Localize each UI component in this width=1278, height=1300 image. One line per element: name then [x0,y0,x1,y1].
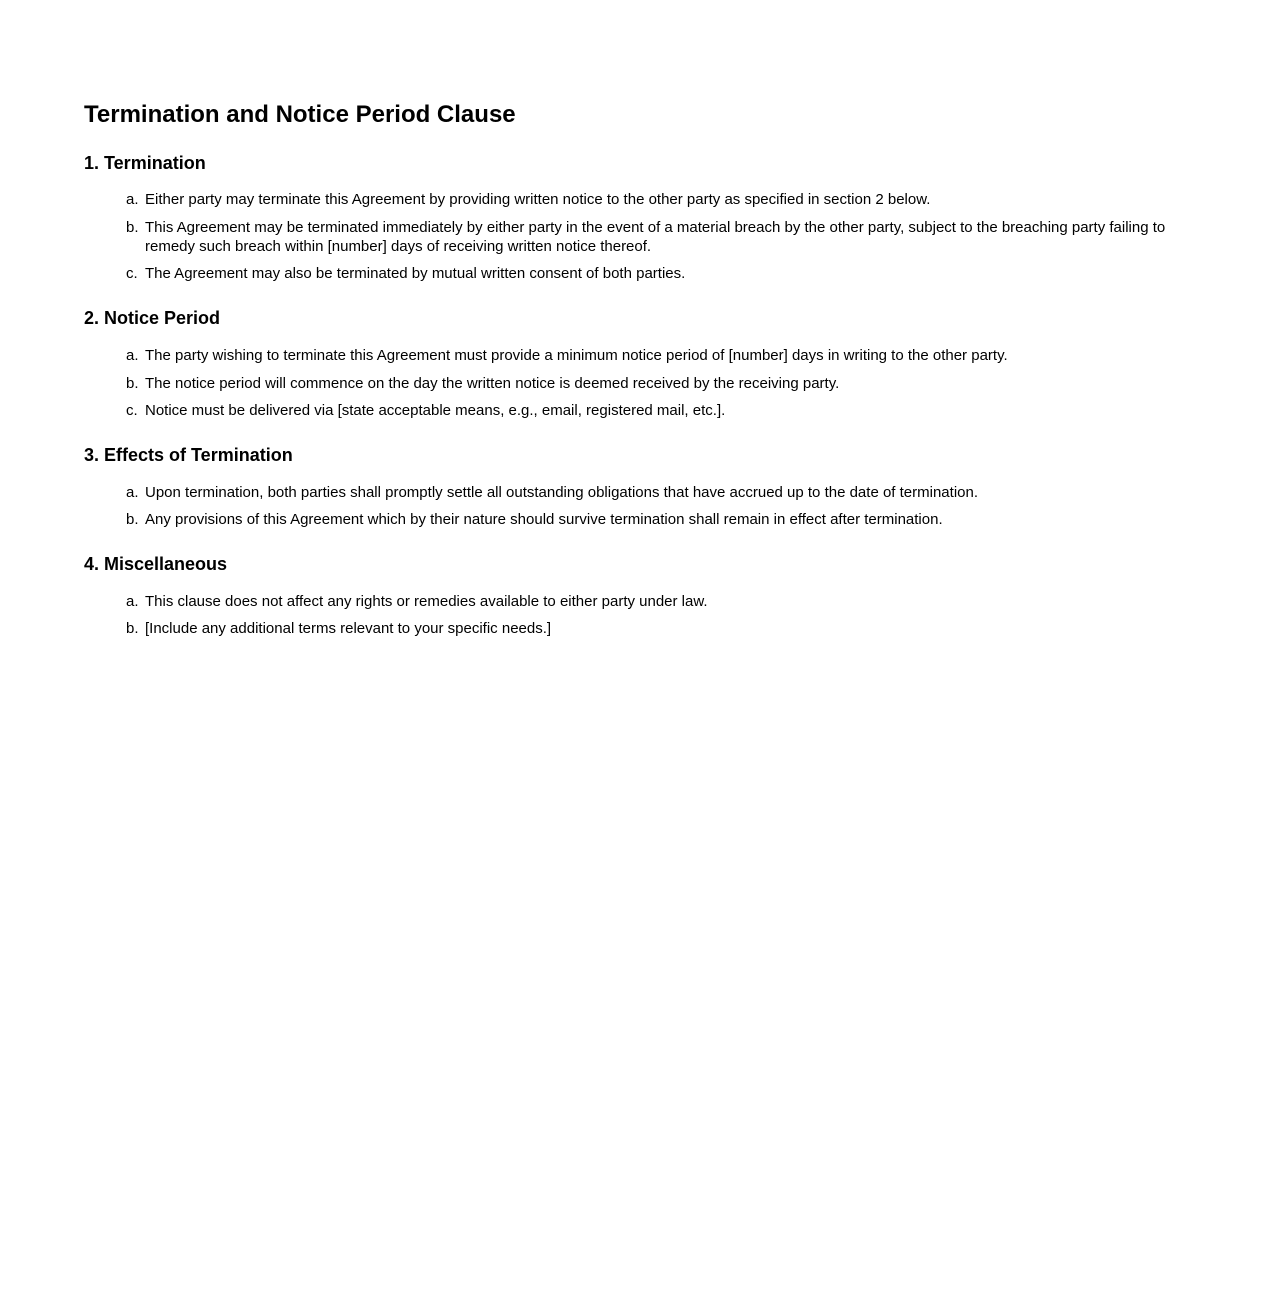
clause-list [84,593,1218,640]
list-item-marker: a. [126,592,139,610]
list-item-text: This Agreement may be terminated immediately by either party in the event of a material breach by the other party, subject to the breaching party failing to remedy such breach within [number] days of receiving written notice thereof. [145,218,1166,255]
list-item-marker: b. [126,374,139,392]
list-item-marker: a. [126,483,139,501]
section-heading-effects-of-termination: 3. Effects of Termination [84,445,293,466]
section-notice-period [84,308,1218,421]
list-item-marker: c. [126,402,138,420]
clause-list [84,347,1218,421]
section-effects-of-termination [84,445,1218,530]
list-item-marker: b. [126,511,139,529]
list-item-text: Upon termination, both parties shall promptly settle all outstanding obligations that have accrued up to the date of termination. [145,483,978,501]
list-item-marker: a. [126,191,139,209]
list-item-text: The Agreement may also be terminated by mutual written consent of both parties. [145,265,686,283]
list-item [126,511,1218,530]
list-item-marker: b. [126,218,139,236]
section-heading-notice-period: 2. Notice Period [84,308,221,329]
list-item-text: Notice must be delivered via [state acceptable means, e.g., email, registered mail, etc.]. [145,402,726,420]
list-item-text: Either party may terminate this Agreement by providing written notice to the other party as specified in section 2 below. [145,191,931,209]
section-heading-termination: 1. Termination [84,152,206,173]
list-item [126,374,1218,394]
list-item-marker: a. [126,346,139,364]
clause-list [84,484,1218,531]
page-title: Termination and Notice Period Clause [84,101,516,128]
list-item [126,346,1218,366]
list-item-text: This clause does not affect any rights or remedies available to either party under law. [145,592,708,610]
list-item [126,402,1218,421]
list-item [126,592,1218,612]
list-item-text: The party wishing to terminate this Agreement must provide a minimum notice period of [number] days in writing to the other party. [145,346,1008,364]
list-item-marker: c. [126,265,138,283]
list-item-marker: b. [126,620,139,638]
list-item-text: Any provisions of this Agreement which by their nature should survive termination shall remain in effect after termination. [145,511,943,529]
list-item [126,191,1218,210]
list-item [126,483,1218,503]
list-item [126,620,1218,639]
list-item [126,265,1218,284]
list-item [126,218,1218,257]
section-heading-miscellaneous: 4. Miscellaneous [84,554,228,575]
list-item-text: [Include any additional terms relevant to your specific needs.] [145,620,552,638]
section-miscellaneous [84,554,1218,639]
list-item-text: The notice period will commence on the day the written notice is deemed received by the receiving party. [145,374,840,392]
section-termination [84,153,1218,285]
clause-list [84,191,1218,284]
